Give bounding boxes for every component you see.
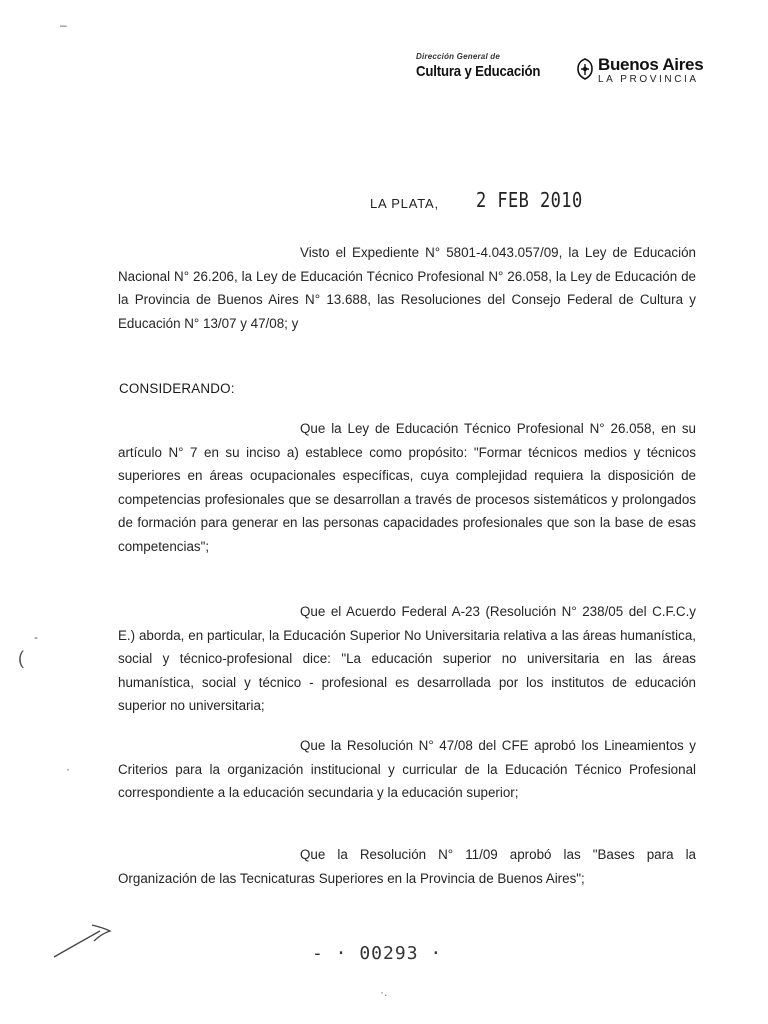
paragraph-text: Que el Acuerdo Federal A-23 (Resolución N° 238/05 del C.F.C.y E.) aborda, en particular, la Educación Superior No Universitaria relativa a las áreas humanística, social y técnico-profesional dice: "La educación superior no universitaria en las áreas humanística, social y técnico - profesional es desarrollada por los institutos de educación superior no universitaria; <box>118 604 696 713</box>
margin-mark-icon: - <box>34 630 38 644</box>
logo-dept-name: Cultura y Educación <box>416 63 541 80</box>
logo-dept-line: Dirección General de <box>416 52 501 61</box>
date-stamp: 2 FEB 2010 <box>476 188 583 212</box>
margin-mark-icon: – <box>60 18 67 32</box>
paragraph-considerando-4 <box>118 843 696 890</box>
paragraph-visto <box>118 241 696 335</box>
date-line <box>370 186 630 220</box>
logo-province-name: Buenos Aires <box>598 55 704 74</box>
margin-mark-icon: ( <box>18 648 24 668</box>
paragraph-text: Que la Ley de Educación Técnico Profesional N° 26.058, en su artículo N° 7 en su inciso a) establece como propósito: "Formar técnicos medios y técnicos superiores en áreas ocupacionales específicas, cuya complejidad requiera la disposición de competencias profesionales que se desarrollan a través de procesos sistemáticos y prolongados de formación para generar en las personas capacidades profesionales que son la base de esas competencias"; <box>118 421 696 554</box>
paragraph-considerando-2 <box>118 600 696 718</box>
paragraph-considerando-3 <box>118 734 696 805</box>
handwritten-mark-icon <box>48 915 128 963</box>
province-seal-icon <box>576 58 594 80</box>
date-city: LA PLATA, <box>370 196 439 211</box>
paragraph-text: Que la Resolución N° 47/08 del CFE aprobó los Lineamientos y Criterios para la organización institucional y curricular de la Educación Técnico Profesional correspondiente a la educación secundaria y la educación superior; <box>118 738 696 800</box>
section-heading: CONSIDERANDO: <box>119 381 235 396</box>
paragraph-text: Visto el Expediente N° 5801-4.043.057/09, la Ley de Educación Nacional N° 26.206, la Ley de Educación Técnico Profesional N° 26.058, la Ley de Educación de la Provincia de Buenos Aires N° 13.688, las Resoluciones del Consejo Federal de Cultura y Educación N° 13/07 y 47/08; y <box>118 245 696 331</box>
paragraph-text: Que la Resolución N° 11/09 aprobó las "Bases para la Organización de las Tecnicaturas Superiores en la Provincia de Buenos Aires"; <box>118 847 696 886</box>
resolution-number: - · 00293 · <box>312 943 443 964</box>
footer-mark-icon: ·. <box>380 985 388 999</box>
institution-logo <box>416 52 706 92</box>
paragraph-considerando-1 <box>118 417 696 558</box>
margin-mark-icon: · <box>66 762 70 776</box>
logo-province-sub: LA PROVINCIA <box>598 74 699 85</box>
